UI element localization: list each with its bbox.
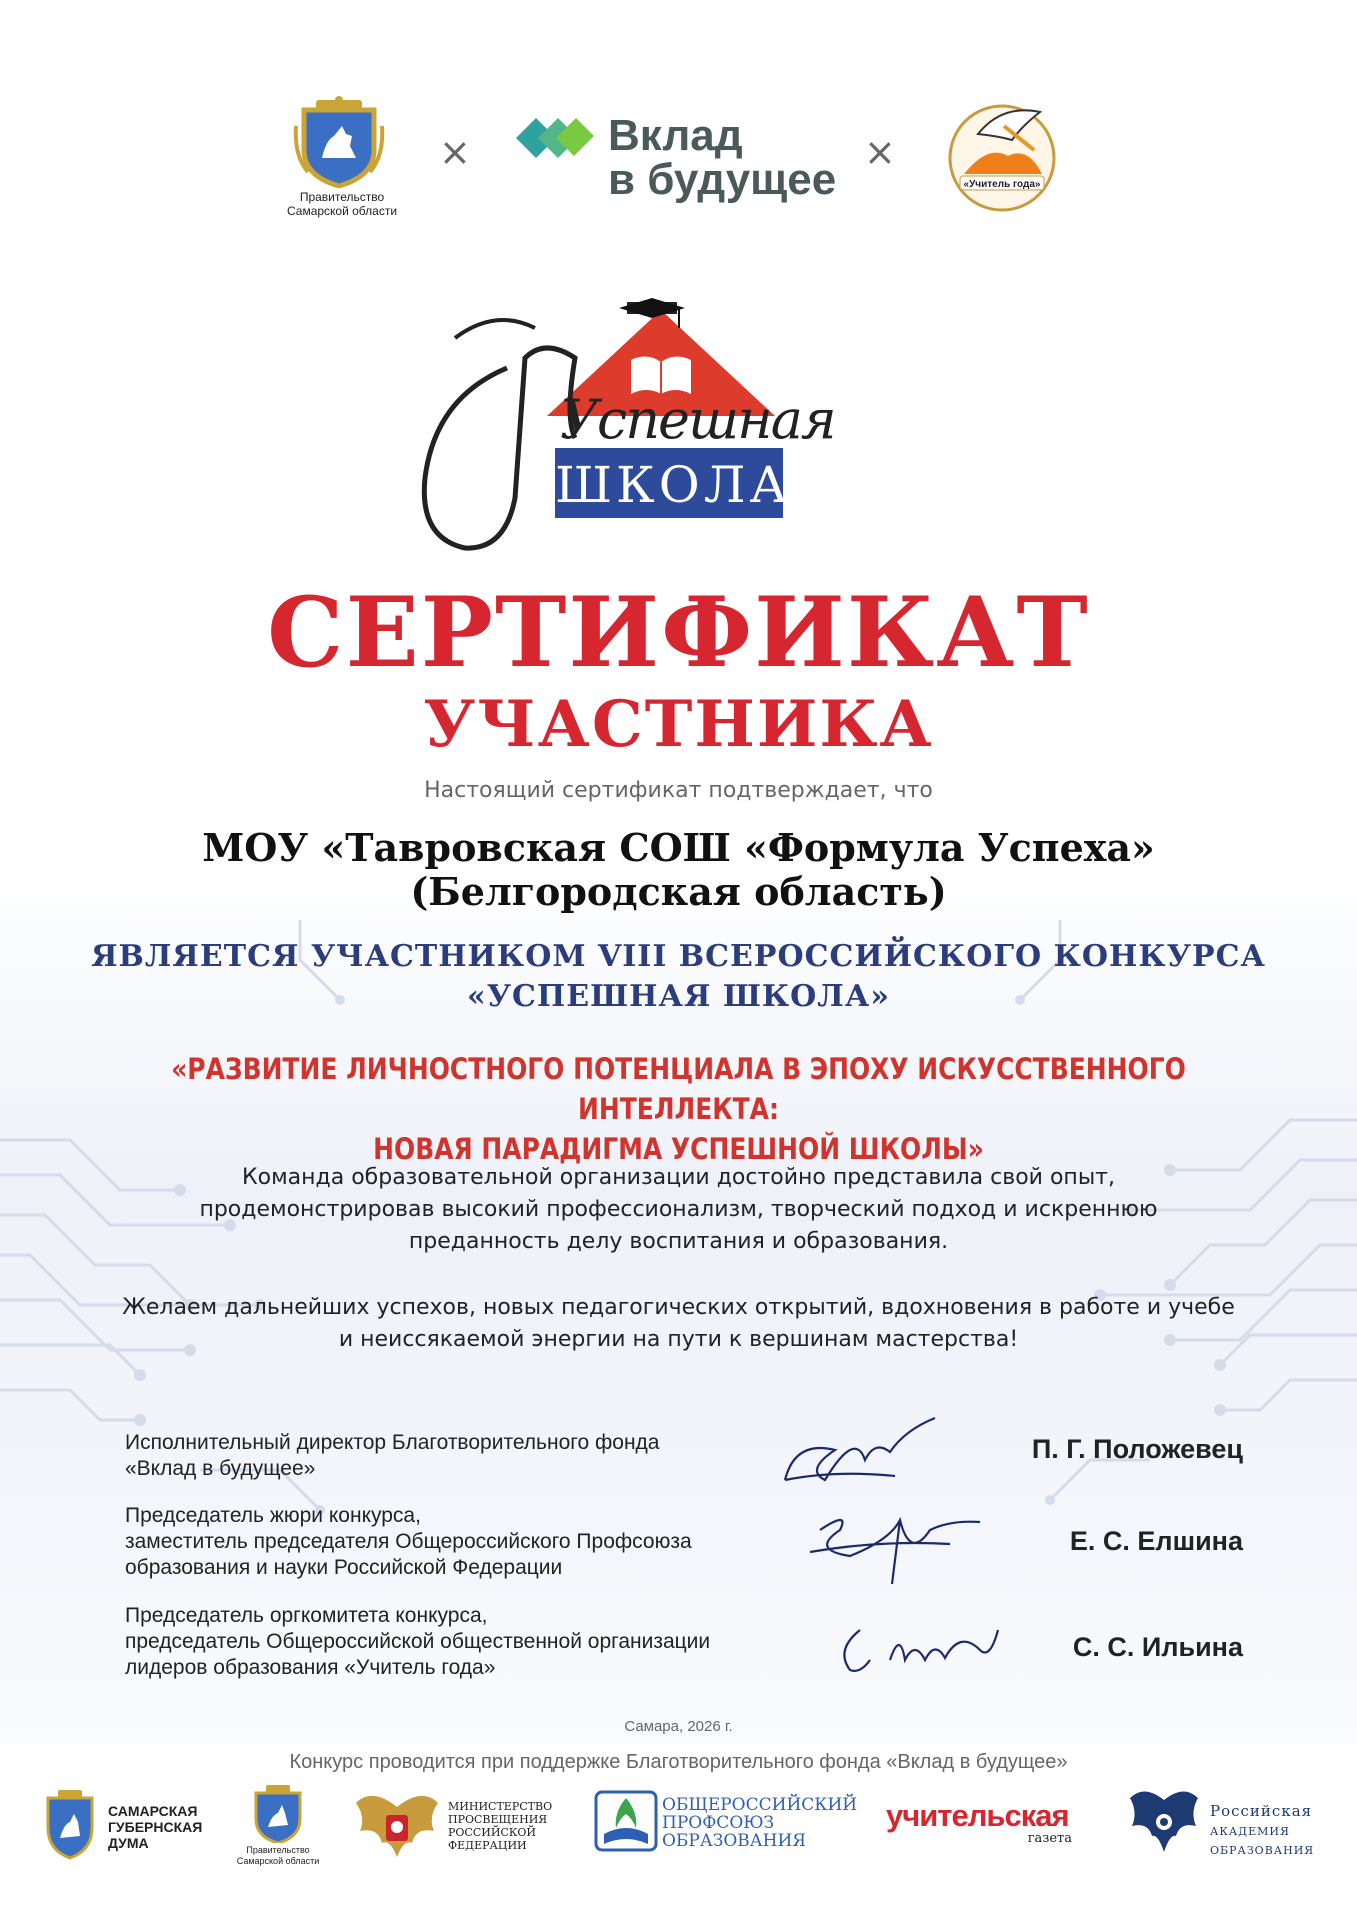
vklad-logo-icon [516, 108, 596, 168]
city-year: Самара, 2026 г. [624, 1718, 733, 1735]
signatory-role-3 [125, 1603, 785, 1681]
vklad-line2: в будущее [608, 155, 837, 204]
praise-line1: Команда образовательной организации достойно представила свой опыт, [241, 1165, 1115, 1190]
gov-small-line1: Правительство [246, 1845, 310, 1855]
certificate-subtitle: УЧАСТНИКА [423, 687, 934, 762]
signature-2 [800, 1500, 990, 1590]
duma-label [108, 1803, 202, 1851]
samara-coat-of-arms-icon [292, 96, 386, 188]
logo-script-word: Успешная [560, 388, 835, 451]
vklad-line1: Вклад [608, 111, 743, 160]
signatory-1-role-line1: Исполнительный директор Благотворительного фонда [125, 1431, 660, 1454]
gov-small-line2: Самарской области [236, 1856, 320, 1866]
ministry-line4: ФЕДЕРАЦИИ [448, 1839, 527, 1852]
ministry-eagle-icon [352, 1787, 442, 1861]
logo-block-word: ШКОЛА [555, 456, 792, 514]
rao-line1: Российская [1210, 1802, 1313, 1820]
newspaper-title: учительская [886, 1798, 1069, 1833]
ministry-label [448, 1800, 552, 1852]
participant-statement [0, 937, 1357, 1017]
gov-logo-label: Правительство Самарской области [286, 190, 398, 218]
wishes-paragraph [0, 1292, 1357, 1356]
signatory-3-role-line3: лидеров образования «Учитель года» [125, 1656, 496, 1679]
signatory-role-2 [125, 1503, 785, 1581]
duma-coat-of-arms-icon [40, 1788, 100, 1860]
signatory-name-2: Е. С. Елшина [1069, 1526, 1243, 1556]
signatory-name-1: П. Г. Положевец [1031, 1434, 1243, 1464]
rao-line3: образования [1210, 1840, 1315, 1858]
gov-small-coat-of-arms-icon [250, 1785, 306, 1843]
participant-line2: «УСПЕШНАЯ ШКОЛА» [466, 979, 891, 1014]
praise-line2: продемонстрировав высокий профессионализм, творческий подход и искреннюю [199, 1197, 1158, 1222]
signatory-2-role-line3: образования и науки Российской Федерации [125, 1556, 563, 1579]
trade-union-line1: ОБЩЕРОССИЙСКИЙ [662, 1795, 858, 1815]
teachers-newspaper-logo [886, 1800, 1072, 1846]
trade-union-line3: ОБРАЗОВАНИЯ [662, 1831, 807, 1851]
praise-line3: преданность делу воспитания и образования. [408, 1229, 949, 1254]
participant-line1: ЯВЛЯЕТСЯ УЧАСТНИКОМ VIII ВСЕРОССИЙСКОГО КОНКУРСА [91, 939, 1266, 974]
signature-3 [830, 1610, 1010, 1690]
certificate-title: СЕРТИФИКАТ [267, 576, 1090, 689]
cross-separator-right: × [864, 130, 896, 174]
signatory-name-3: С. С. Ильина [1072, 1632, 1243, 1662]
rao-line2: академия [1210, 1821, 1290, 1839]
contest-theme [95, 1049, 1262, 1169]
signatory-1-role-line2: «Вклад в будущее» [125, 1457, 316, 1480]
duma-line2: ГУБЕРНСКАЯ [108, 1819, 203, 1835]
theme-line1: «РАЗВИТИЕ ЛИЧНОСТНОГО ПОТЕНЦИАЛА В ЭПОХУ ИСКУССТВЕННОГО ИНТЕЛЛЕКТА: [171, 1052, 1186, 1126]
teacher-of-year-logo-icon [938, 96, 1066, 214]
vklad-logo-text [608, 111, 837, 204]
ministry-line1: МИНИСТЕРСТВО [448, 1800, 553, 1813]
wishes-line2: и неиссякаемой энергии на пути к вершинам мастерства! [338, 1327, 1019, 1352]
svg-text:«Учитель года»: «Учитель года» [963, 179, 1041, 190]
ministry-line2: ПРОСВЕЩЕНИЯ [448, 1813, 548, 1826]
signatory-2-role-line1: Председатель жюри конкурса, [125, 1504, 421, 1527]
signatory-3-role-line2: председатель Общероссийской общественной организации [125, 1630, 711, 1653]
signatory-3-role-line1: Председатель оргкомитета конкурса, [125, 1604, 488, 1627]
trade-union-label [662, 1796, 857, 1850]
signatory-2-role-line2: заместитель председателя Общероссийского Профсоюза [125, 1530, 692, 1553]
organization-name [0, 826, 1357, 914]
praise-paragraph [0, 1162, 1357, 1258]
confirm-text: Настоящий сертификат подтверждает, что [424, 778, 933, 803]
rao-eagle-icon [1126, 1786, 1202, 1862]
signature-1 [775, 1410, 945, 1500]
gov-small-label [230, 1845, 326, 1867]
rao-label [1210, 1802, 1314, 1859]
organization-line1: МОУ «Тавровская СОШ «Формула Успеха» [202, 825, 1155, 870]
duma-line3: ДУМА [108, 1835, 149, 1851]
ministry-line3: РОССИЙСКОЙ [448, 1826, 536, 1839]
support-statement: Конкурс проводится при поддержке Благотворительного фонда «Вклад в будущее» [289, 1751, 1068, 1773]
trade-union-logo-icon [594, 1788, 658, 1854]
trade-union-line2: ПРОФСОЮЗ [662, 1813, 775, 1833]
newspaper-subtitle: газета [1027, 1831, 1072, 1846]
wishes-line1: Желаем дальнейших успехов, новых педагогических открытий, вдохновения в работе и учебе [122, 1295, 1235, 1320]
organization-line2: (Белгородская область) [410, 869, 947, 914]
signatory-role-1 [125, 1430, 785, 1482]
duma-line1: САМАРСКАЯ [108, 1803, 198, 1819]
cross-separator-left: × [439, 130, 471, 174]
theme-line2: НОВАЯ ПАРАДИГМА УСПЕШНОЙ ШКОЛЫ» [373, 1132, 984, 1166]
